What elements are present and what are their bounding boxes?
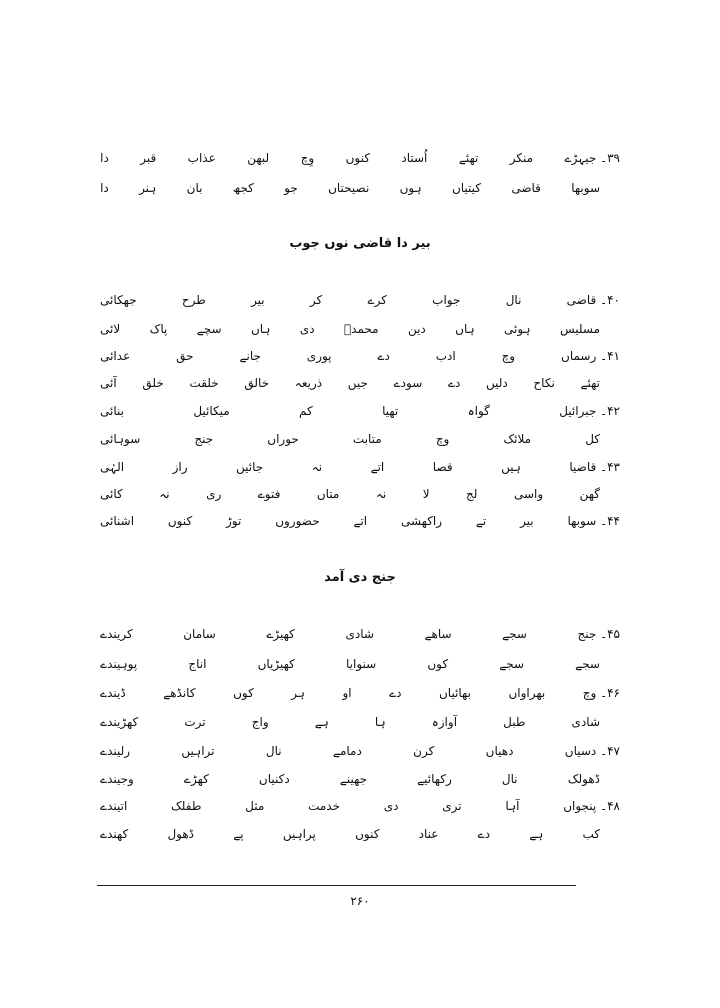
verse-word: ۴۶۔ وچ (582, 686, 620, 700)
verse-line (100, 621, 620, 647)
verse-line (100, 398, 620, 424)
verse-word: کر (309, 293, 323, 307)
verse-word: محمدؐ (343, 322, 379, 336)
verse-line (100, 793, 620, 819)
verse-word: قاضی (511, 181, 541, 195)
verse-word: کیتیاں (451, 181, 481, 195)
verse-word: آوازہ (431, 715, 458, 729)
verse-word: ہنر (139, 181, 157, 195)
verse-line (100, 370, 600, 396)
verse-line (100, 821, 600, 847)
verse-word: سوبھا (571, 181, 600, 195)
verse-word: حق (176, 349, 194, 363)
verse-word: واسی (513, 487, 544, 501)
verse-word: خلق (142, 376, 164, 390)
verse-word: عذاب (187, 151, 216, 165)
verse-word: بنائی (100, 404, 124, 418)
verse-word: ہوں (399, 181, 422, 195)
verse-line (100, 651, 600, 677)
verse-word: ساھے (424, 627, 452, 641)
verse-line (100, 145, 620, 171)
verse-word: لا (422, 487, 430, 501)
verse-word: آئی (100, 376, 117, 390)
verse-line (100, 680, 620, 706)
verse-word: جائیں (236, 460, 264, 474)
verse-word: فتوے (257, 487, 281, 501)
verse-word: کریندے (100, 627, 133, 641)
verse-line (100, 454, 620, 480)
verse-word: تراہیں (181, 744, 215, 758)
verse-word: کجھ (232, 181, 254, 195)
verse-word: لبھن (247, 151, 270, 165)
verse-word: جھینے (339, 772, 368, 786)
verse-word: سجے (502, 627, 527, 641)
verse-word: لج (466, 487, 478, 501)
verse-word: کنوں (345, 151, 370, 165)
verse-word: گواہ (467, 404, 490, 418)
footer-divider (97, 885, 576, 886)
verse-word: نہ (311, 460, 323, 474)
verse-word: دا (100, 181, 109, 195)
verse-word: سامان (183, 627, 216, 641)
verse-word: سوہائی (100, 432, 141, 446)
verse-word: قبر (140, 151, 157, 165)
verse-word: متابت (352, 432, 382, 446)
verse-word: دے (477, 827, 491, 841)
verse-word: تھئے (458, 151, 479, 165)
verse-word: کرن (413, 744, 435, 758)
verse-word: نصیحتاں (328, 181, 370, 195)
verse-word: او (342, 686, 352, 700)
verse-word: پے (233, 827, 244, 841)
verse-word: کائی (100, 487, 123, 501)
verse-line (100, 709, 600, 735)
verse-word: جنج (194, 432, 214, 446)
verse-word: ہر (291, 686, 305, 700)
verse-word: سچے (196, 322, 222, 336)
verse-word: لائی (100, 322, 121, 336)
verse-word: جھکائی (100, 293, 137, 307)
verse-word: نکاح (533, 376, 555, 390)
verse-word: ہاں (250, 322, 271, 336)
verse-word: دے (389, 686, 402, 700)
verse-word: تھئے (580, 376, 600, 390)
verse-word: دمامے (332, 744, 362, 758)
verse-word: ۴۸۔ پنجواں (563, 799, 620, 813)
verse-word: ہیں (501, 460, 521, 474)
verse-word: منکر (509, 151, 534, 165)
verse-word: کھیڑے (266, 627, 295, 641)
verse-word: راز (172, 460, 188, 474)
verse-word: نال (265, 744, 282, 758)
verse-word: کھندے (100, 827, 129, 841)
verse-word: جواب (432, 293, 461, 307)
verse-word: گھن (579, 487, 600, 501)
verse-word: ذریعہ (294, 376, 323, 390)
verse-word: نہ (375, 487, 387, 501)
verse-word: ہاں (455, 322, 475, 336)
verse-word: اشنائی (100, 514, 135, 528)
verse-word: کانڈھے (163, 686, 196, 700)
section-heading: بیر دا قاضی نوں جوب (289, 236, 431, 251)
verse-word: دی (299, 322, 315, 336)
verse-word: حوراں (267, 432, 299, 446)
verse-word: رلیندے (100, 744, 131, 758)
verse-word: طرح (181, 293, 206, 307)
verse-word: خالق (244, 376, 270, 390)
verse-word: خدمت (308, 799, 340, 813)
verse-word: سجے (499, 657, 525, 671)
verse-word: وِچ (300, 151, 315, 165)
verse-word: آہا (505, 799, 520, 813)
verse-word: ڈھول (167, 827, 195, 841)
verse-word: اتے (353, 514, 368, 528)
verse-word: بان (186, 181, 203, 195)
verse-word: دے (447, 376, 461, 390)
verse-word: کرے (367, 293, 387, 307)
verse-word: رکھائیے (417, 772, 452, 786)
verse-word: ۳۹۔ جیہڑے (564, 151, 620, 165)
verse-word: اتے (370, 460, 385, 474)
verse-word: کنوں (355, 827, 380, 841)
verse-word: راکھشی (400, 514, 443, 528)
verse-word: پاک (149, 322, 168, 336)
verse-word: دا (100, 151, 109, 165)
verse-word: کوں (427, 657, 449, 671)
verse-word: سنوایا (345, 657, 377, 671)
verse-word: طفلک (171, 799, 202, 813)
verse-word: کھڑیندے (100, 715, 139, 729)
verse-word: خلقت (189, 376, 219, 390)
verse-word: پراہیں (282, 827, 316, 841)
verse-word: کم (299, 404, 313, 418)
section-heading: جنج دی آمد (324, 570, 396, 585)
verse-word: بھائیاں (438, 686, 471, 700)
verse-word: جو (284, 181, 298, 195)
verse-word: نہ (159, 487, 170, 501)
verse-word: ۴۲۔ جبرائیل (559, 404, 620, 418)
verse-word: ہوئی (504, 322, 531, 336)
verse-word: تے (475, 514, 487, 528)
verse-line (100, 175, 600, 201)
verse-word: دے (377, 349, 390, 363)
verse-word: اناج (188, 657, 207, 671)
verse-word: دھیاں (485, 744, 514, 758)
verse-word: واج (251, 715, 269, 729)
verse-word: شادی (345, 627, 374, 641)
verse-word: مثل (245, 799, 265, 813)
verse-word: بھراواں (508, 686, 546, 700)
verse-word: ہے (529, 827, 544, 841)
verse-word: میکائیل (193, 404, 230, 418)
verse-word: بیر (520, 514, 534, 528)
verse-word: تھیا (382, 404, 399, 418)
verse-word: ترت (184, 715, 206, 729)
verse-word: سودے (393, 376, 423, 390)
verse-word: دلیں (485, 376, 508, 390)
verse-word: ۴۷۔ دسیاں (564, 744, 620, 758)
verse-line (100, 481, 600, 507)
verse-word: ۴۴۔ سوبھا (567, 514, 620, 528)
verse-word: تری (442, 799, 462, 813)
verse-word: بیر (251, 293, 265, 307)
verse-word: ڈیندے (100, 686, 126, 700)
verse-word: شادی (571, 715, 600, 729)
verse-word: ۴۵۔ جنج (577, 627, 620, 641)
verse-word: پوری (306, 349, 332, 363)
verse-word: جانے (239, 349, 261, 363)
verse-line (100, 316, 600, 342)
verse-word: ڈھولک (567, 772, 600, 786)
verse-word: حضوروں (275, 514, 320, 528)
verse-word: دکنیاں (258, 772, 290, 786)
verse-word: ہا (374, 715, 386, 729)
verse-word: دین (407, 322, 426, 336)
verse-word: طبل (503, 715, 526, 729)
verse-word: الہٰی (100, 460, 125, 474)
verse-word: اتیندے (100, 799, 128, 813)
verse-line (100, 343, 620, 369)
verse-word: توڑ (226, 514, 242, 528)
verse-word: کھڑے (183, 772, 209, 786)
verse-word: وجیندے (100, 772, 134, 786)
verse-word: مسلیس (559, 322, 600, 336)
verse-line (100, 508, 620, 534)
verse-word: سجے (575, 657, 600, 671)
verse-line (100, 766, 600, 792)
verse-word: کب (582, 827, 600, 841)
verse-word: ملائک (503, 432, 532, 446)
verse-word: کنوں (167, 514, 193, 528)
verse-word: متاں (316, 487, 340, 501)
verse-word: ۴۱۔ رسماں (561, 349, 620, 363)
verse-word: دی (383, 799, 399, 813)
verse-word: کل (585, 432, 600, 446)
verse-line (100, 426, 600, 452)
verse-word: عناد (418, 827, 439, 841)
verse-word: ہے (314, 715, 329, 729)
verse-word: قصا (432, 460, 453, 474)
verse-word: ۴۳۔ قاضیا (569, 460, 620, 474)
page-number: ۲۶۰ (350, 894, 370, 908)
verse-word: وچ (501, 349, 516, 363)
verse-word: نال (501, 772, 518, 786)
verse-line (100, 287, 620, 313)
verse-word: ری (206, 487, 222, 501)
verse-word: اُستاد (401, 151, 428, 165)
verse-word: ۴۰۔ قاضی (566, 293, 620, 307)
verse-word: کوں (233, 686, 254, 700)
verse-word: ادب (435, 349, 456, 363)
verse-word: جیں (347, 376, 368, 390)
verse-word: وچ (435, 432, 450, 446)
verse-word: نال (505, 293, 522, 307)
verse-line (100, 738, 620, 764)
verse-word: کھیڑیاں (257, 657, 295, 671)
verse-word: پوہیندے (100, 657, 138, 671)
verse-word: عدائی (100, 349, 131, 363)
